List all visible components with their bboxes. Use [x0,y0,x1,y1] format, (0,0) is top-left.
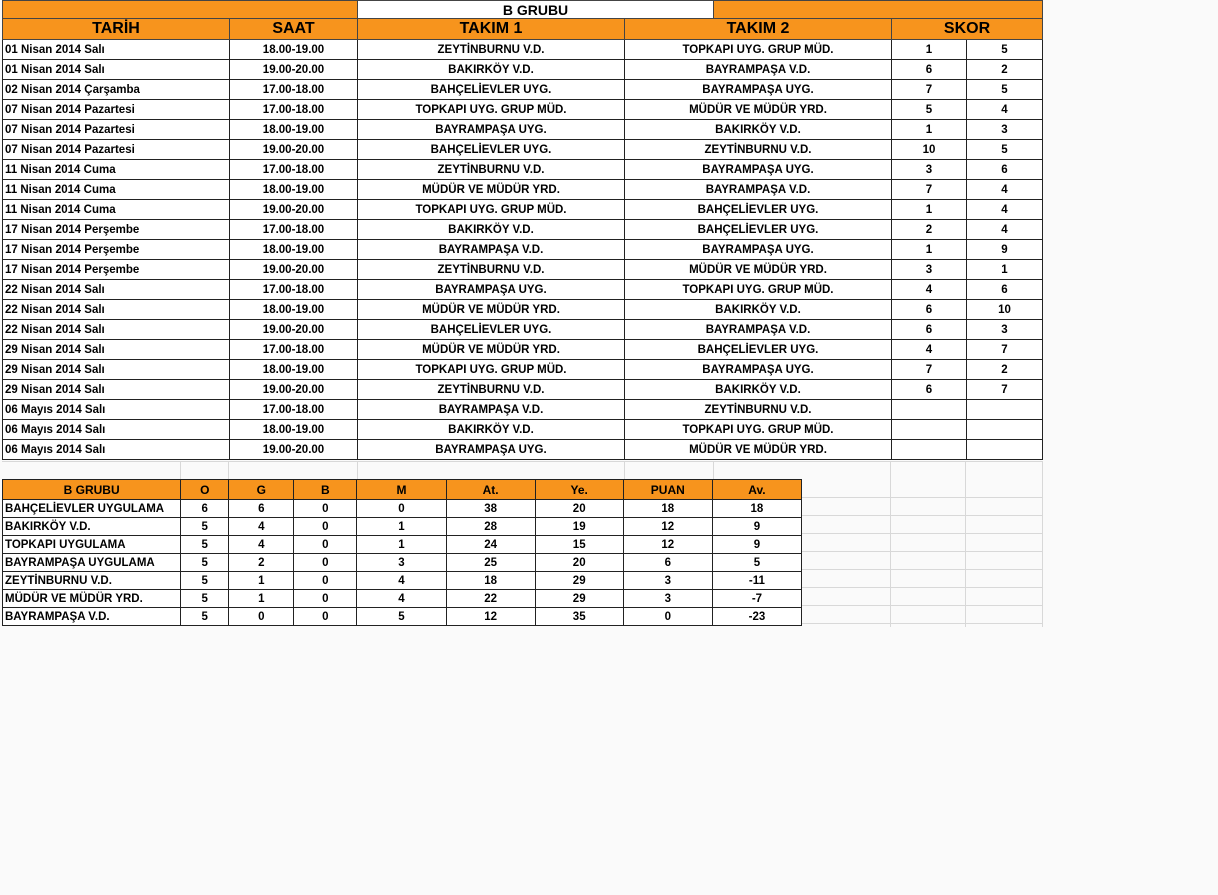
fixture-row [3,40,1043,60]
fixture-row [3,300,1043,320]
gridline [890,461,891,627]
fixture-team2: BAYRAMPAŞA UYG. [625,80,892,100]
fixture-time: 18.00-19.00 [230,300,358,320]
fixture-team1: ZEYTİNBURNU V.D. [358,40,625,60]
fixture-score-home [892,400,967,420]
fixture-team1: MÜDÜR VE MÜDÜR YRD. [358,340,625,360]
fixture-score-away [967,440,1043,460]
fixture-team1: BAHÇELİEVLER UYG. [358,140,625,160]
fixture-time: 18.00-19.00 [230,240,358,260]
fixture-score-home: 1 [892,200,967,220]
fixture-score-home: 7 [892,360,967,380]
standings-stat: 20 [535,500,623,518]
fixture-date: 17 Nisan 2014 Perşembe [3,220,230,240]
standings-stat: 20 [535,554,623,572]
fixture-date: 29 Nisan 2014 Salı [3,360,230,380]
standings-stat: 0 [229,608,294,626]
fixture-team1: BAYRAMPAŞA UYG. [358,440,625,460]
gridline [624,461,625,479]
gridline [802,551,1042,552]
fixture-score-away: 4 [967,200,1043,220]
fixture-date: 11 Nisan 2014 Cuma [3,160,230,180]
fixture-date: 07 Nisan 2014 Pazartesi [3,140,230,160]
standings-team-name: MÜDÜR VE MÜDÜR YRD. [3,590,181,608]
fixture-time: 17.00-18.00 [230,100,358,120]
standings-stat: 5 [181,554,229,572]
standings-stat: 15 [535,536,623,554]
fixture-score-home: 7 [892,80,967,100]
fixture-score-home: 6 [892,380,967,400]
header-score: SKOR [892,19,1043,40]
fixture-team1: BAYRAMPAŞA UYG. [358,120,625,140]
standings-row [3,518,802,536]
standings-stat: 1 [357,518,446,536]
standings-stat: 6 [229,500,294,518]
standings-stat: 6 [623,554,712,572]
standings-stat: 25 [446,554,535,572]
standings-stat: -23 [712,608,801,626]
fixture-score-away: 9 [967,240,1043,260]
fixture-date: 11 Nisan 2014 Cuma [3,180,230,200]
fixture-date: 22 Nisan 2014 Salı [3,300,230,320]
fixture-row [3,240,1043,260]
fixture-team2: BAHÇELİEVLER UYG. [625,200,892,220]
fixture-row [3,220,1043,240]
standings-stat: 12 [623,518,712,536]
fixture-row [3,120,1043,140]
fixture-score-home: 6 [892,60,967,80]
standings-stat: 5 [181,590,229,608]
standings-header-cell: Ye. [535,480,623,500]
fixture-score-away: 2 [967,60,1043,80]
gridline [802,497,1042,498]
standings-stat: 2 [229,554,294,572]
standings-stat: 0 [294,518,357,536]
fixture-team1: BAKIRKÖY V.D. [358,420,625,440]
fixture-score-home [892,440,967,460]
fixture-team1: ZEYTİNBURNU V.D. [358,380,625,400]
gridline [228,461,229,479]
standings-table [2,479,802,626]
standings-stat: 0 [623,608,712,626]
fixture-score-away: 3 [967,320,1043,340]
fixtures-table [2,0,1043,460]
standings-stat: 18 [623,500,712,518]
fixture-date: 22 Nisan 2014 Salı [3,280,230,300]
fixture-score-home [892,420,967,440]
fixture-score-away: 5 [967,140,1043,160]
gridline [802,533,1042,534]
standings-stat: 12 [623,536,712,554]
fixture-team1: BAYRAMPAŞA V.D. [358,240,625,260]
fixture-team2: TOPKAPI UYG. GRUP MÜD. [625,40,892,60]
standings-stat: -11 [712,572,801,590]
fixture-row [3,400,1043,420]
header-team2: TAKIM 2 [625,19,892,40]
fixture-score-away: 5 [967,40,1043,60]
fixture-time: 19.00-20.00 [230,200,358,220]
fixture-time: 18.00-19.00 [230,180,358,200]
fixture-date: 29 Nisan 2014 Salı [3,380,230,400]
standings-stat: 1 [229,572,294,590]
fixture-row [3,360,1043,380]
standings-header-cell: B GRUBU [3,480,181,500]
fixture-time: 19.00-20.00 [230,260,358,280]
fixture-team1: BAKIRKÖY V.D. [358,220,625,240]
fixture-team2: MÜDÜR VE MÜDÜR YRD. [625,440,892,460]
fixture-time: 19.00-20.00 [230,60,358,80]
standings-stat: 4 [229,536,294,554]
standings-stat: 5 [181,518,229,536]
fixture-date: 06 Mayıs 2014 Salı [3,440,230,460]
fixture-team2: MÜDÜR VE MÜDÜR YRD. [625,260,892,280]
fixture-time: 17.00-18.00 [230,160,358,180]
fixture-time: 18.00-19.00 [230,120,358,140]
standings-stat: 0 [294,608,357,626]
gridline [1042,461,1043,627]
standings-row [3,608,802,626]
fixture-score-away: 6 [967,280,1043,300]
fixture-team2: ZEYTİNBURNU V.D. [625,400,892,420]
standings-header-cell: G [229,480,294,500]
fixture-score-away: 6 [967,160,1043,180]
standings-team-name: BAHÇELİEVLER UYGULAMA [3,500,181,518]
gridline [802,515,1042,516]
fixture-row [3,440,1043,460]
standings-row [3,500,802,518]
fixture-score-away: 5 [967,80,1043,100]
fixture-row [3,180,1043,200]
fixture-row [3,140,1043,160]
fixture-row [3,380,1043,400]
standings-stat: 28 [446,518,535,536]
fixture-score-home: 4 [892,280,967,300]
fixture-time: 17.00-18.00 [230,220,358,240]
standings-header-cell: B [294,480,357,500]
title-row [3,1,1043,19]
fixture-row [3,100,1043,120]
fixture-row [3,160,1043,180]
header-date: TARİH [3,19,230,40]
fixture-date: 29 Nisan 2014 Salı [3,340,230,360]
standings-stat: 18 [712,500,801,518]
standings-team-name: BAKIRKÖY V.D. [3,518,181,536]
standings-stat: -7 [712,590,801,608]
header-team1: TAKIM 1 [358,19,625,40]
standings-stat: 6 [181,500,229,518]
fixture-score-away: 4 [967,220,1043,240]
fixture-team2: BAYRAMPAŞA UYG. [625,360,892,380]
fixture-score-home: 1 [892,40,967,60]
standings-header-cell: At. [446,480,535,500]
fixture-team1: TOPKAPI UYG. GRUP MÜD. [358,360,625,380]
standings-stat: 0 [294,572,357,590]
standings-stat: 4 [357,572,446,590]
standings-row [3,554,802,572]
fixture-score-away: 1 [967,260,1043,280]
title-filler-right [714,1,1043,19]
standings-stat: 0 [294,590,357,608]
fixture-team1: TOPKAPI UYG. GRUP MÜD. [358,200,625,220]
fixture-score-home: 6 [892,300,967,320]
standings-stat: 4 [229,518,294,536]
standings-stat: 18 [446,572,535,590]
fixture-date: 07 Nisan 2014 Pazartesi [3,100,230,120]
standings-stat: 0 [294,536,357,554]
standings-stat: 22 [446,590,535,608]
fixture-score-home: 1 [892,240,967,260]
fixture-team2: BAHÇELİEVLER UYG. [625,340,892,360]
fixture-score-away: 7 [967,340,1043,360]
fixture-score-home: 6 [892,320,967,340]
fixture-score-home: 4 [892,340,967,360]
fixture-score-away [967,420,1043,440]
fixture-team1: BAYRAMPAŞA V.D. [358,400,625,420]
standings-stat: 0 [357,500,446,518]
gridline [802,587,1042,588]
fixture-time: 19.00-20.00 [230,380,358,400]
standings-stat: 29 [535,590,623,608]
fixture-time: 18.00-19.00 [230,40,358,60]
fixture-team2: BAYRAMPAŞA UYG. [625,240,892,260]
fixture-score-away: 2 [967,360,1043,380]
standings-stat: 5 [181,536,229,554]
fixture-score-home: 1 [892,120,967,140]
standings-stat: 5 [357,608,446,626]
fixture-date: 01 Nisan 2014 Salı [3,60,230,80]
gridline [802,605,1042,606]
standings-stat: 1 [229,590,294,608]
standings-stat: 5 [712,554,801,572]
gridline [713,461,714,479]
fixture-team2: BAKIRKÖY V.D. [625,300,892,320]
standings-stat: 3 [623,572,712,590]
fixture-time: 19.00-20.00 [230,440,358,460]
gridline [180,461,181,479]
fixture-time: 18.00-19.00 [230,360,358,380]
fixture-time: 19.00-20.00 [230,140,358,160]
fixture-team1: ZEYTİNBURNU V.D. [358,260,625,280]
standings-header-row [3,480,802,500]
standings-stat: 3 [623,590,712,608]
fixture-row [3,340,1043,360]
standings-header-cell: O [181,480,229,500]
standings-stat: 9 [712,536,801,554]
fixture-team1: ZEYTİNBURNU V.D. [358,160,625,180]
standings-stat: 4 [357,590,446,608]
standings-stat: 35 [535,608,623,626]
fixture-team1: BAYRAMPAŞA UYG. [358,280,625,300]
fixture-score-home: 2 [892,220,967,240]
fixture-score-away: 7 [967,380,1043,400]
fixture-team2: BAKIRKÖY V.D. [625,380,892,400]
standings-stat: 3 [357,554,446,572]
gridline [802,623,1042,624]
fixture-time: 18.00-19.00 [230,420,358,440]
standings-row [3,572,802,590]
fixture-team2: BAHÇELİEVLER UYG. [625,220,892,240]
gridline [802,569,1042,570]
fixture-row [3,280,1043,300]
fixture-team2: MÜDÜR VE MÜDÜR YRD. [625,100,892,120]
fixture-score-home: 3 [892,260,967,280]
fixture-date: 01 Nisan 2014 Salı [3,40,230,60]
header-time: SAAT [230,19,358,40]
fixture-team1: BAHÇELİEVLER UYG. [358,320,625,340]
standings-row [3,536,802,554]
standings-stat: 5 [181,572,229,590]
fixture-score-away [967,400,1043,420]
fixture-row [3,320,1043,340]
fixture-team2: BAYRAMPAŞA V.D. [625,180,892,200]
fixture-date: 06 Mayıs 2014 Salı [3,400,230,420]
fixture-row [3,80,1043,100]
fixture-date: 17 Nisan 2014 Perşembe [3,260,230,280]
fixture-date: 11 Nisan 2014 Cuma [3,200,230,220]
fixture-team1: BAKIRKÖY V.D. [358,60,625,80]
standings-stat: 5 [181,608,229,626]
standings-team-name: BAYRAMPAŞA V.D. [3,608,181,626]
fixture-team2: BAKIRKÖY V.D. [625,120,892,140]
standings-team-name: ZEYTİNBURNU V.D. [3,572,181,590]
standings-stat: 0 [294,554,357,572]
fixture-date: 06 Mayıs 2014 Salı [3,420,230,440]
fixture-date: 02 Nisan 2014 Çarşamba [3,80,230,100]
fixture-score-away: 3 [967,120,1043,140]
fixture-score-home: 5 [892,100,967,120]
fixture-team2: TOPKAPI UYG. GRUP MÜD. [625,280,892,300]
fixture-time: 17.00-18.00 [230,400,358,420]
group-title: B GRUBU [358,1,714,19]
fixture-date: 17 Nisan 2014 Perşembe [3,240,230,260]
fixture-team2: TOPKAPI UYG. GRUP MÜD. [625,420,892,440]
gridline [965,461,966,627]
fixture-score-home: 10 [892,140,967,160]
gridline [357,461,358,479]
fixture-row [3,260,1043,280]
standings-stat: 24 [446,536,535,554]
fixture-row [3,420,1043,440]
standings-row [3,590,802,608]
fixture-team1: MÜDÜR VE MÜDÜR YRD. [358,300,625,320]
fixture-score-home: 3 [892,160,967,180]
standings-header-cell: M [357,480,446,500]
standings-stat: 1 [357,536,446,554]
gridline [2,461,1042,462]
fixture-time: 19.00-20.00 [230,320,358,340]
fixture-team2: ZEYTİNBURNU V.D. [625,140,892,160]
standings-stat: 38 [446,500,535,518]
fixture-score-away: 4 [967,100,1043,120]
standings-stat: 0 [294,500,357,518]
fixture-team2: BAYRAMPAŞA V.D. [625,60,892,80]
standings-stat: 19 [535,518,623,536]
fixture-team2: BAYRAMPAŞA V.D. [625,320,892,340]
fixture-time: 17.00-18.00 [230,340,358,360]
fixture-score-home: 7 [892,180,967,200]
fixture-row [3,60,1043,80]
standings-stat: 12 [446,608,535,626]
fixture-time: 17.00-18.00 [230,80,358,100]
standings-team-name: BAYRAMPAŞA UYGULAMA [3,554,181,572]
standings-team-name: TOPKAPI UYGULAMA [3,536,181,554]
fixture-team1: TOPKAPI UYG. GRUP MÜD. [358,100,625,120]
standings-stat: 29 [535,572,623,590]
fixture-score-away: 4 [967,180,1043,200]
standings-stat: 9 [712,518,801,536]
fixtures-header-row [3,19,1043,40]
standings-header-cell: Av. [712,480,801,500]
title-filler-left [3,1,358,19]
fixture-team1: BAHÇELİEVLER UYG. [358,80,625,100]
fixture-score-away: 10 [967,300,1043,320]
fixture-team2: BAYRAMPAŞA UYG. [625,160,892,180]
fixture-team1: MÜDÜR VE MÜDÜR YRD. [358,180,625,200]
fixture-date: 07 Nisan 2014 Pazartesi [3,120,230,140]
fixture-date: 22 Nisan 2014 Salı [3,320,230,340]
standings-header-cell: PUAN [623,480,712,500]
fixture-row [3,200,1043,220]
fixture-time: 17.00-18.00 [230,280,358,300]
